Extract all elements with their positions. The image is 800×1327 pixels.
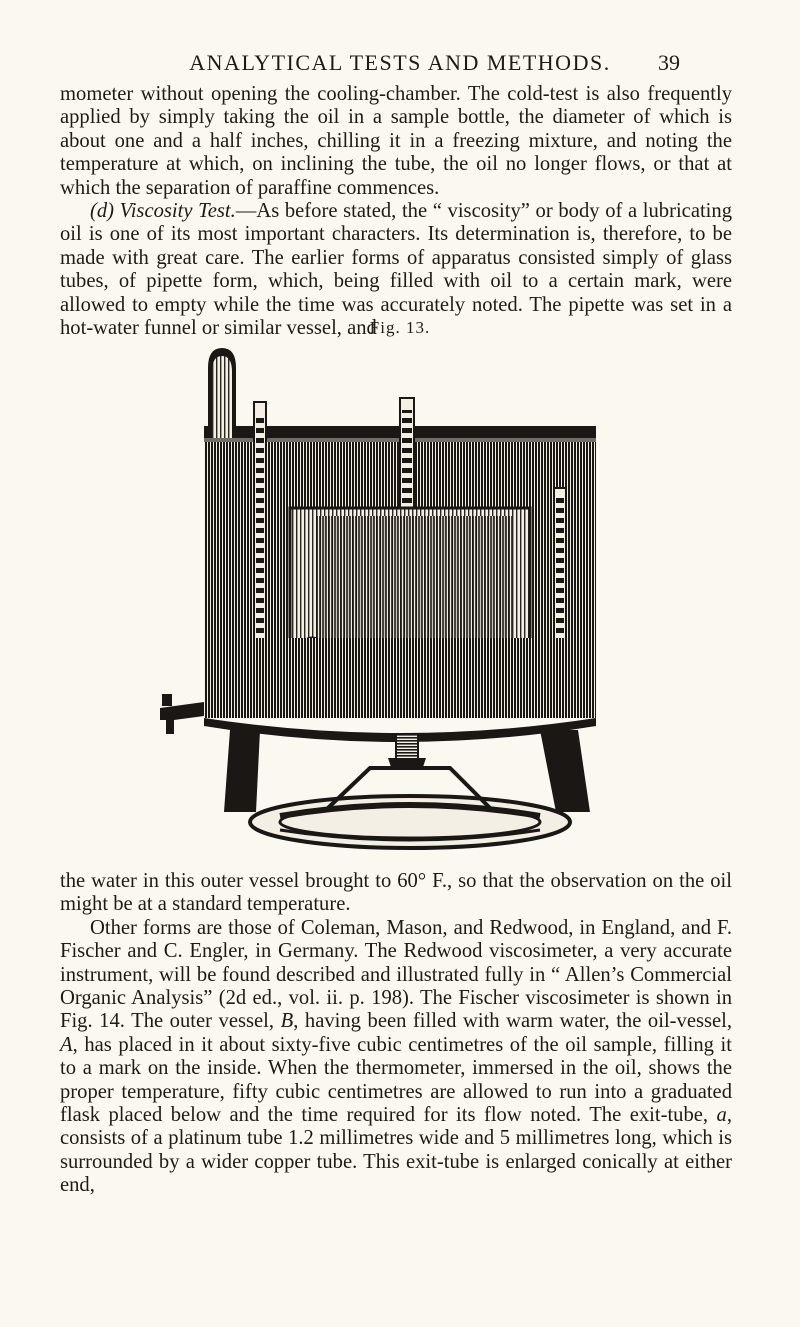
running-head: ANALYTICAL TESTS AND METHODS. [189,50,611,75]
text-run: , has placed in it about sixty-five cubic centimetres of the oil sample, filling it to a mark on the inside. When the thermometer, immersed in the oil, shows the proper temperature, fifty cubic centimetres are allowed to run into a graduated flask placed below and the time required for its flow noted. The exit-tube, [60,1033,732,1127]
paragraph-cold-test: mometer without opening the cooling-chamber. The cold-test is also frequently applied by simply taking the oil in a sample bottle, the diameter of which is about one and a half inches, chilling it in a freezing mixture, and noting the temperature at which, on inclining the tube, the oil no longer flows, or that at which the separation of paraffine commences. [60,83,732,199]
text-run: Other forms are those of Coleman, Mason, and Redwood, in England, and F. Fischer and C. Engler, in Germany. The Redwood viscosimeter, a very accurate instrument, will be found described and illustrated fully in “ Allen’s Commercial Organic Analysis” (2d ed., vol. ii. p. 198). The Fischer viscosimeter is shown in Fig. 14. The outer vessel, [60,916,732,1033]
label-outer-vessel: B [280,1010,294,1033]
drain-tap [160,702,204,734]
exit-tube [396,734,418,760]
text-block-top [60,83,732,340]
paragraph-viscosity-body: —As before stated, the “ viscosity” or body of a lubricating oil is one of its most important characters. Its determination is, therefore, to be made with great care. The earlier forms of apparatus consisted simply of glass tubes, of pipette form, which, being filled with oil to a certain mark, were allowed to empty while the time was accurately noted. The pipette was set in a hot-water funnel or similar vessel, and [60,200,733,340]
text-run: , having been filled with warm water, the oil-vessel, [293,1010,733,1033]
outer-vessel-lower [204,638,596,718]
viscosimeter-engraving [160,338,650,860]
figure-viscosimeter [160,338,650,860]
paragraph-water-temperature: the water in this outer vessel brought to 60° F., so that the observation on the oil might be at a standard temperature. [60,870,732,916]
stand-leg-right [540,730,590,812]
text-block-bottom [60,870,732,1198]
label-exit-tube: a [716,1104,727,1127]
page-number: 39 [658,50,680,75]
stand-leg-left [224,730,260,812]
section-label-viscosity: (d) Viscosity Test. [90,200,236,223]
label-oil-vessel: A [60,1033,73,1056]
text-run: , consists of a platinum tube 1.2 millimetres wide and 5 millimetres long, which is surrounded by a wider copper tube. This exit-tube is enlarged conically at either end, [60,1104,732,1197]
figure-caption: Fig. 13. [369,318,431,337]
paragraph-other-forms [60,917,732,1198]
